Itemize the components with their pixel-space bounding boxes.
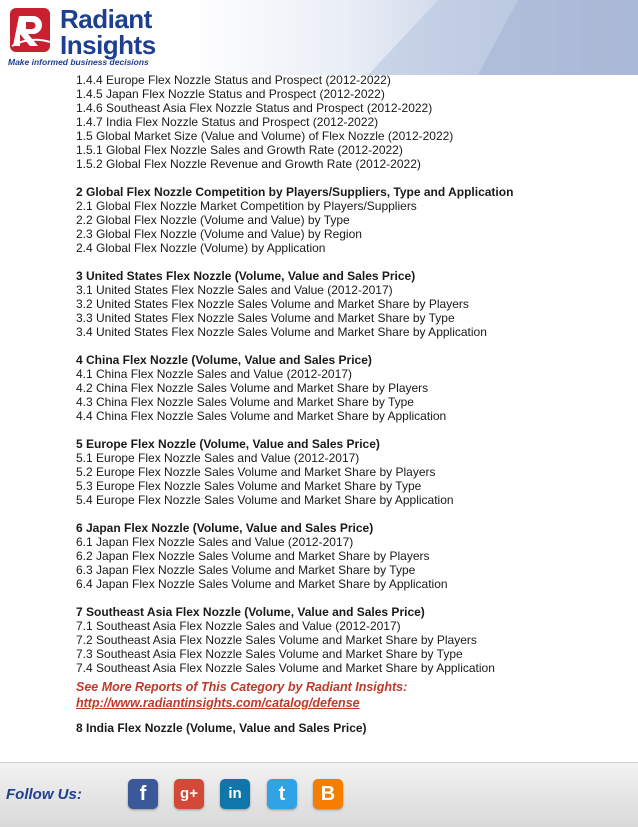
toc-entry: 1.5.1 Global Flex Nozzle Sales and Growth Rate (2012-2022) — [76, 143, 403, 157]
toc-entry: 2.4 Global Flex Nozzle (Volume) by Application — [76, 241, 326, 255]
toc-entry: 4.4 China Flex Nozzle Sales Volume and Market Share by Application — [76, 409, 447, 423]
section-gap — [76, 171, 616, 185]
toc-entry: 3.2 United States Flex Nozzle Sales Volume and Market Share by Players — [76, 297, 469, 311]
toc-entry: 6.1 Japan Flex Nozzle Sales and Value (2012-2017) — [76, 535, 354, 549]
toc-entry: 7.4 Southeast Asia Flex Nozzle Sales Volume and Market Share by Application — [76, 661, 495, 675]
toc-entry: 3.1 United States Flex Nozzle Sales and Value (2012-2017) — [76, 283, 393, 297]
toc-entry: 2.3 Global Flex Nozzle (Volume and Value) by Region — [76, 227, 362, 241]
section-gap — [76, 507, 616, 521]
toc-entry: 4.2 China Flex Nozzle Sales Volume and Market Share by Players — [76, 381, 429, 395]
google-plus-icon[interactable] — [174, 779, 204, 809]
logo-text-radiant: Radiant — [60, 4, 152, 34]
toc-entry: 7.1 Southeast Asia Flex Nozzle Sales and Value (2012-2017) — [76, 619, 401, 633]
section-gap — [76, 339, 616, 353]
twitter-icon[interactable] — [267, 779, 297, 809]
see-more-reports-text: See More Reports of This Category by Radiant Insights: — [76, 680, 408, 694]
section-gap — [76, 423, 616, 437]
toc-entry: 5.4 Europe Flex Nozzle Sales Volume and Market Share by Application — [76, 493, 454, 507]
toc-entry: 3.3 United States Flex Nozzle Sales Volume and Market Share by Type — [76, 311, 455, 325]
toc-entry: 1.4.5 Japan Flex Nozzle Status and Prospect (2012-2022) — [76, 87, 385, 101]
toc-entry: 6.4 Japan Flex Nozzle Sales Volume and Market Share by Application — [76, 577, 448, 591]
toc-section-heading: 8 India Flex Nozzle (Volume, Value and Sales Price) — [76, 721, 367, 735]
toc-section-heading: 6 Japan Flex Nozzle (Volume, Value and Sales Price) — [76, 521, 374, 535]
section-gap — [76, 255, 616, 269]
logo-tagline: Make informed business decisions — [8, 57, 149, 67]
toc-entry: 2.2 Global Flex Nozzle (Volume and Value) by Type — [76, 213, 350, 227]
logo-mark-icon — [8, 6, 54, 56]
toc-entry: 3.4 United States Flex Nozzle Sales Volume and Market Share by Application — [76, 325, 487, 339]
catalog-link[interactable]: http://www.radiantinsights.com/catalog/defense — [76, 696, 360, 710]
toc-entry: 1.5 Global Market Size (Value and Volume) of Flex Nozzle (2012-2022) — [76, 129, 454, 143]
page-footer — [0, 762, 638, 827]
toc-section-heading: 4 China Flex Nozzle (Volume, Value and Sales Price) — [76, 353, 372, 367]
toc-entry: 2.1 Global Flex Nozzle Market Competition by Players/Suppliers — [76, 199, 417, 213]
social-glyph: B — [320, 783, 336, 805]
facebook-icon[interactable] — [128, 779, 158, 809]
social-glyph: g+ — [180, 785, 198, 802]
toc-section-heading: 5 Europe Flex Nozzle (Volume, Value and Sales Price) — [76, 437, 380, 451]
toc-section-heading: 3 United States Flex Nozzle (Volume, Value and Sales Price) — [76, 269, 416, 283]
toc-entry: 7.3 Southeast Asia Flex Nozzle Sales Volume and Market Share by Type — [76, 647, 463, 661]
social-glyph: f — [139, 783, 147, 805]
toc-entry: 6.2 Japan Flex Nozzle Sales Volume and Market Share by Players — [76, 549, 430, 563]
toc-entry: 7.2 Southeast Asia Flex Nozzle Sales Volume and Market Share by Players — [76, 633, 477, 647]
blogger-icon[interactable] — [313, 779, 343, 809]
toc-entry: 1.4.6 Southeast Asia Flex Nozzle Status and Prospect (2012-2022) — [76, 101, 433, 115]
toc-entry: 5.3 Europe Flex Nozzle Sales Volume and Market Share by Type — [76, 479, 422, 493]
toc-entry: 5.1 Europe Flex Nozzle Sales and Value (2012-2017) — [76, 451, 360, 465]
header-decoration — [218, 0, 638, 75]
table-of-contents — [76, 73, 616, 735]
follow-us-label: Follow Us: — [6, 786, 82, 803]
section-gap — [76, 591, 616, 605]
toc-entry: 1.4.7 India Flex Nozzle Status and Prospect (2012-2022) — [76, 115, 379, 129]
linkedin-icon[interactable] — [220, 779, 250, 809]
toc-section-heading: 2 Global Flex Nozzle Competition by Players/Suppliers, Type and Application — [76, 185, 514, 199]
toc-entry: 6.3 Japan Flex Nozzle Sales Volume and Market Share by Type — [76, 563, 416, 577]
toc-entry: 5.2 Europe Flex Nozzle Sales Volume and Market Share by Players — [76, 465, 436, 479]
toc-section-heading: 7 Southeast Asia Flex Nozzle (Volume, Value and Sales Price) — [76, 605, 425, 619]
toc-entry: 1.5.2 Global Flex Nozzle Revenue and Growth Rate (2012-2022) — [76, 157, 421, 171]
logo-text-insights: Insights — [60, 30, 156, 60]
social-glyph: in — [228, 785, 242, 802]
section-gap — [76, 711, 616, 721]
toc-entry: 1.4.4 Europe Flex Nozzle Status and Prospect (2012-2022) — [76, 73, 391, 87]
toc-entry: 4.1 China Flex Nozzle Sales and Value (2012-2017) — [76, 367, 352, 381]
social-glyph: t — [278, 783, 286, 805]
toc-entry: 4.3 China Flex Nozzle Sales Volume and Market Share by Type — [76, 395, 414, 409]
